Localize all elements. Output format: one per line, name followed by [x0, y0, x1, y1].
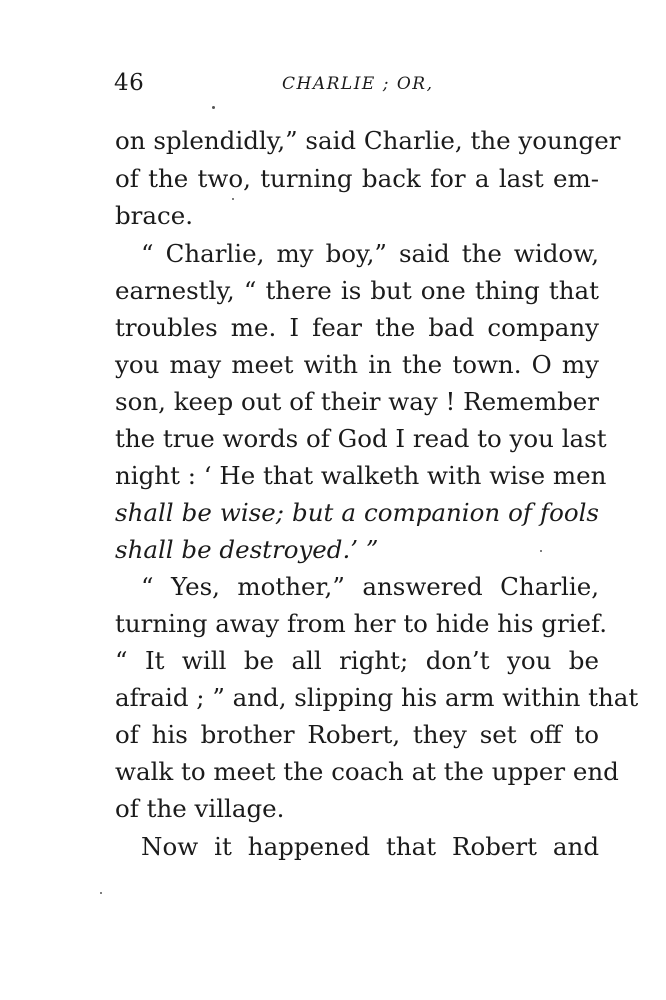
text-line: of the village. — [115, 794, 285, 823]
text-line: shall be wise; but a companion of fools — [115, 498, 599, 527]
text-line: you may meet with in the town. O my — [115, 350, 599, 379]
text-line: night : ‘ He that walketh with wise men — [115, 461, 607, 490]
text-line: Now it happened that Robert and — [141, 832, 599, 861]
text-line: shall be destroyed.’ ” — [115, 535, 379, 564]
text-line: turning away from her to hide his grief. — [115, 609, 607, 638]
text-line: of the two, turning back for a last em- — [115, 164, 599, 193]
text-line: earnestly, “ there is but one thing that — [115, 276, 599, 305]
text-line: of his brother Robert, they set off to — [115, 720, 599, 749]
running-title: CHARLIE ; OR, — [282, 74, 434, 94]
text-line: afraid ; ” and, slipping his arm within that — [115, 683, 639, 712]
page-number: 46 — [114, 70, 145, 96]
text-line: troubles me. I fear the bad company — [115, 313, 599, 342]
text-line: son, keep out of their way ! Remember — [115, 387, 599, 416]
text-line: walk to meet the coach at the upper end — [115, 757, 619, 786]
page-header — [114, 70, 604, 100]
text-line: “ Yes, mother,” answered Charlie, — [141, 572, 599, 601]
text-line: brace. — [115, 201, 194, 230]
ink-speck — [540, 550, 542, 552]
text-line: the true words of God I read to you last — [115, 424, 607, 453]
ink-speck — [232, 198, 234, 200]
text-line: on splendidly,” said Charlie, the younger — [115, 126, 621, 155]
ink-speck — [212, 106, 215, 109]
text-line: “ Charlie, my boy,” said the widow, — [141, 239, 599, 268]
text-line: “ It will be all right; don’t you be — [115, 646, 599, 675]
ink-speck — [100, 892, 102, 894]
